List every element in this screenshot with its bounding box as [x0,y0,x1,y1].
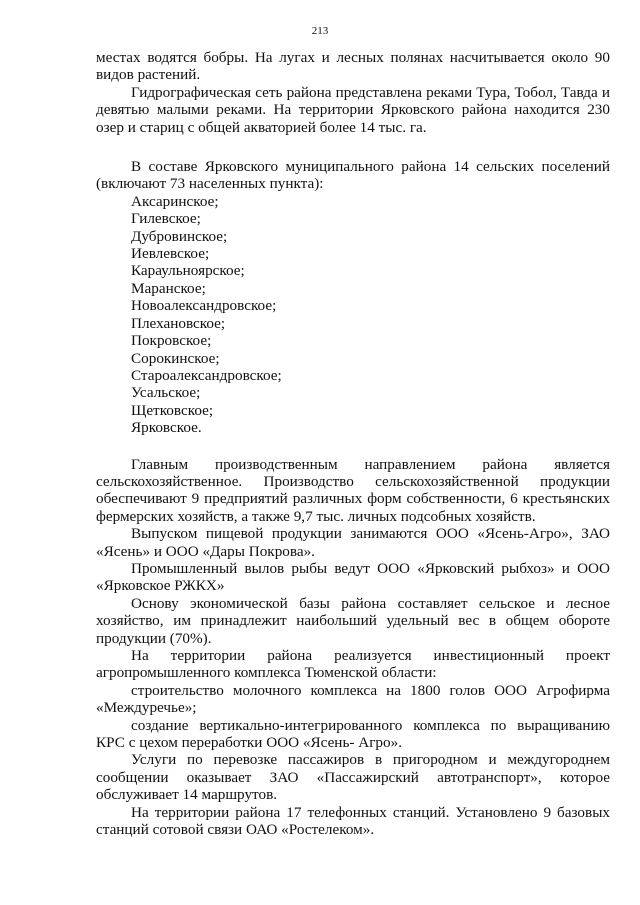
paragraph-settlements-intro: В составе Ярковского муниципального района 14 сельских поселений (включают 73 населенных пункта): [96,158,610,193]
paragraph-economic-base: Основу экономической базы района составляет сельское и лесное хозяйство, им принадлежит наибольший удельный вес в общем обороте продукции (70%). [96,594,610,647]
paragraph-investment-project: На территории района реализуется инвестиционный проект агропромышленного комплекса Тюменской области: [96,647,610,682]
list-item: Сорокинское; [131,349,220,367]
paragraph-agriculture: Главным производственным направлением района является сельскохозяйственное. Производство сельскохозяйственной продукции обеспечивают 9 предприятий различных форм собственности, 6 крестьянских фермерских хозяйств, а также 9,7 тыс. личных подсобных хозяйств. [96,455,610,525]
paragraph-transport: Услуги по перевозке пассажиров в пригородном и междугороднем сообщении оказывает ЗАО «Пассажирский автотранспорт», которое обслуживает 14 маршрутов. [96,751,610,804]
list-item: Маранское; [131,279,206,297]
page-content [96,49,610,838]
paragraph-beavers: местах водятся бобры. На лугах и лесных полянах насчитывается около 90 видов растений. [96,49,610,84]
spacer [96,136,610,158]
list-item: Плехановское; [131,314,226,332]
list-item: Караульноярское; [131,262,245,280]
list-item: Гилевское; [131,210,201,228]
paragraph-food-production: Выпуском пищевой продукции занимаются ООО «Ясень-Агро», ЗАО «Ясень» и ООО «Дары Покрова». [96,525,610,560]
paragraph-hydrography: Гидрографическая сеть района представлена реками Тура, Тобол, Тавда и девятью малыми реками. На территории Ярковского района находится 230 озер и стариц с общей акваторией более 14 тыс. га. [96,83,610,136]
list-item: Аксаринское; [131,192,219,210]
settlements-list [96,193,610,437]
list-item: Иевлевское; [131,245,210,263]
list-item: Покровское; [131,332,212,350]
list-item: Ярковское. [131,419,202,437]
paragraph-cattle-complex: создание вертикально-интегрированного комплекса по выращиванию КРС с цехом переработки ООО «Ясень- Агро». [96,716,610,752]
paragraph-telecom: На территории района 17 телефонных станций. Установлено 9 базовых станций сотовой связи ОАО «Ростелеком». [96,803,610,839]
list-item: Староалександровское; [131,366,282,384]
spacer [96,437,610,456]
list-item: Щетковское; [131,401,214,419]
list-item: Дубровинское; [131,227,228,245]
page-number: 213 [311,25,329,37]
list-item: Усальское; [131,384,201,402]
paragraph-dairy-complex: строительство молочного комплекса на 1800 голов ООО Агрофирма «Междуречье»; [96,681,610,717]
list-item: Новоалександровское; [131,297,277,315]
paragraph-fishing: Промышленный вылов рыбы ведут ООО «Ярковский рыбхоз» и ООО «Ярковское РЖКХ» [96,559,610,595]
